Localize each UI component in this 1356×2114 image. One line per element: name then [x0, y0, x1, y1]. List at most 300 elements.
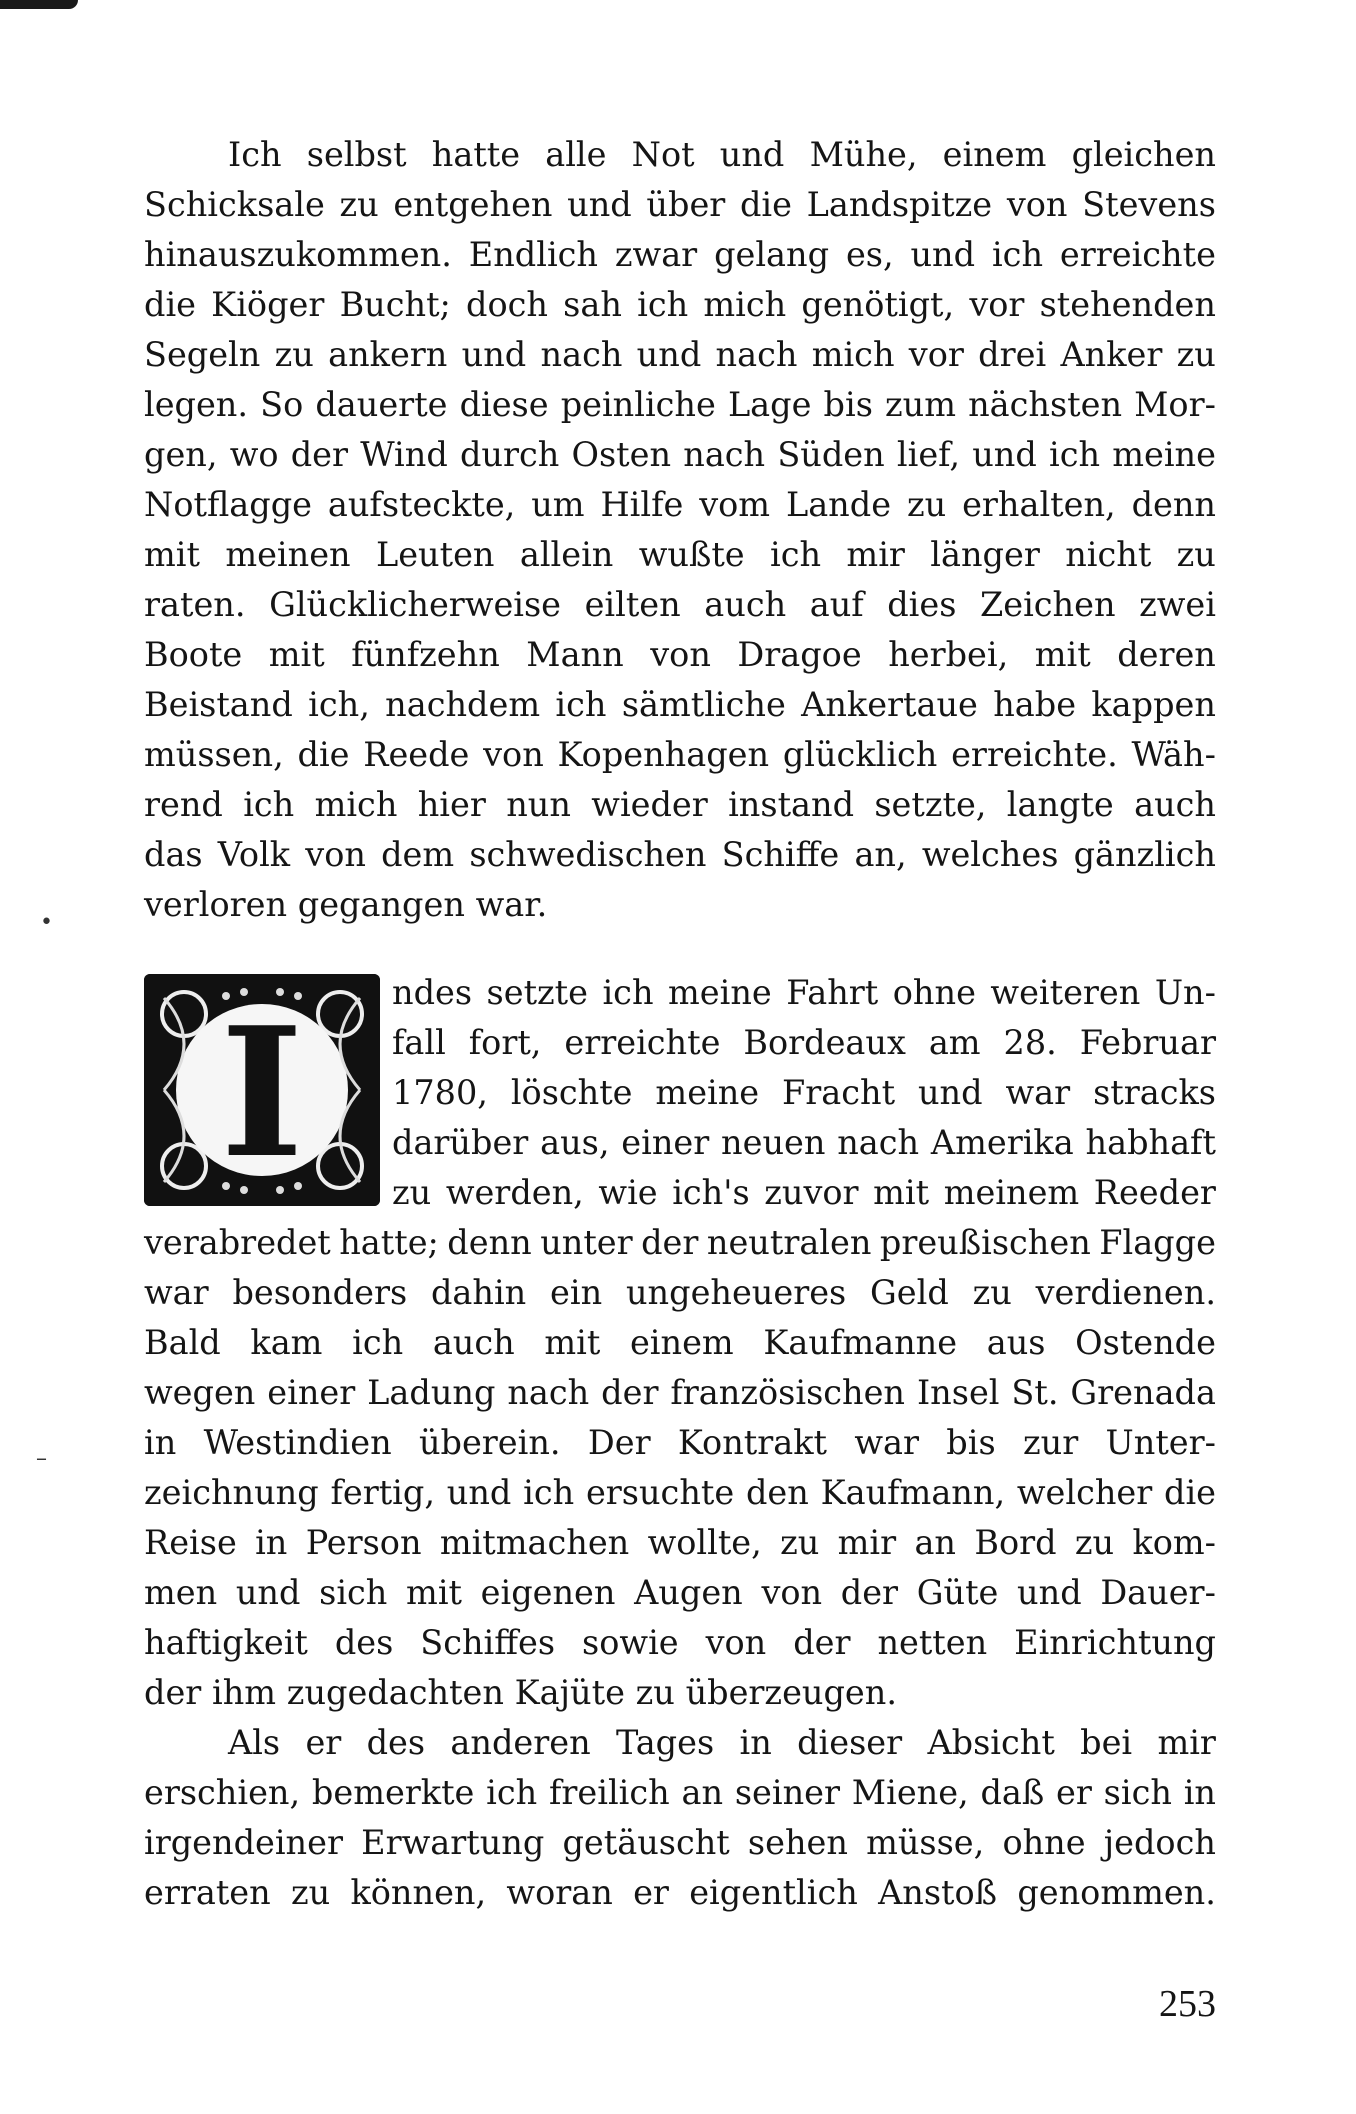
word: von [761, 1573, 823, 1612]
word: an [914, 1523, 957, 1562]
word: durch [459, 435, 560, 474]
word: von [1006, 185, 1068, 224]
word: herbei, [888, 635, 1009, 674]
word: ihm [212, 1673, 277, 1712]
word: Kaufmanne [763, 1323, 958, 1362]
word: wo [229, 435, 279, 474]
word: allein [519, 535, 614, 574]
word: zu [339, 185, 379, 224]
word: Not [631, 135, 695, 174]
word: langte [1006, 785, 1114, 824]
word: mir [846, 535, 905, 574]
word: doch [466, 285, 548, 324]
word: war. [475, 885, 548, 924]
word: und [446, 1473, 512, 1512]
word: fall [392, 1023, 446, 1062]
word: das [144, 835, 203, 874]
word: und [567, 185, 632, 224]
text-line [144, 880, 1216, 930]
word: verdienen. [1035, 1273, 1216, 1312]
word: Glücklicherweise [269, 585, 562, 624]
word: wußte [638, 535, 745, 574]
word: Ankertaue [801, 685, 978, 724]
word: zu [780, 1523, 820, 1562]
word: und [972, 435, 1037, 474]
margin-speck: – [36, 1446, 47, 1471]
word: drei [978, 335, 1047, 374]
word: länger [930, 535, 1040, 574]
word: fünfzehn [351, 635, 500, 674]
word: Bord [974, 1523, 1057, 1562]
word: nicht [1065, 535, 1152, 574]
word: alle [545, 135, 607, 174]
word: in [1183, 1773, 1216, 1812]
word: genötigt, [801, 285, 955, 324]
word: zuvor [764, 1173, 859, 1212]
text-line [392, 968, 1216, 1018]
paragraph-gap [144, 930, 1216, 968]
word: zu [906, 485, 947, 524]
text-line [144, 1818, 1216, 1868]
word: dahin [430, 1273, 527, 1312]
word: Anker [1060, 335, 1163, 374]
text-line [392, 1118, 1216, 1168]
word: mir [1157, 1723, 1216, 1762]
page-body [144, 130, 1216, 1918]
word: überzeugen. [685, 1673, 897, 1712]
word: von [705, 1623, 767, 1662]
word: es, [845, 235, 894, 274]
word: war [854, 1423, 919, 1462]
word: der [290, 435, 349, 474]
word: nach [540, 335, 623, 374]
word: ndes [392, 973, 473, 1012]
word: legen. [144, 385, 249, 424]
word: sehen [747, 1823, 848, 1862]
word: Absicht [927, 1723, 1055, 1762]
word: neutralen [706, 1223, 872, 1262]
word: darüber [392, 1123, 529, 1162]
word: Insel [916, 1373, 1000, 1412]
word: So [260, 385, 304, 424]
word: die [144, 285, 196, 324]
word: nachdem [385, 685, 541, 724]
text-line [144, 1518, 1216, 1568]
word: gleichen [1071, 135, 1216, 174]
word: Un- [1154, 973, 1216, 1012]
word: Lande [785, 485, 892, 524]
word: des [334, 1623, 394, 1662]
word: dem [381, 835, 455, 874]
text-line [144, 730, 1216, 780]
word: 28. [1003, 1023, 1057, 1062]
word: Segeln [144, 335, 261, 374]
word: ohne [1002, 1823, 1086, 1862]
word: haftigkeit [144, 1623, 308, 1662]
word: seiner [734, 1773, 841, 1812]
text-line [144, 1718, 1216, 1768]
word: der [641, 1223, 699, 1262]
word: hatte; [339, 1223, 439, 1262]
word: vor [908, 335, 964, 374]
word: Mann [526, 635, 624, 674]
word: Landspitze [806, 185, 993, 224]
word: freilich [549, 1773, 670, 1812]
word: die [297, 735, 350, 774]
word: Beistand [144, 685, 293, 724]
word: netten [877, 1623, 988, 1662]
word: Augen [634, 1573, 743, 1612]
word: Kajüte [514, 1673, 625, 1712]
word: dieser [797, 1723, 903, 1762]
word: die [739, 185, 792, 224]
word: und [917, 1073, 983, 1112]
word: erschien, [144, 1773, 301, 1812]
word: zu [1176, 535, 1216, 574]
word: Flagge [1099, 1223, 1216, 1262]
word: der [144, 1673, 202, 1712]
drop-cap-ornament [144, 974, 380, 1206]
text-line [392, 1018, 1216, 1068]
word: Tages [615, 1723, 715, 1762]
word: Süden [777, 435, 885, 474]
word: erreichte [1059, 235, 1216, 274]
word: wegen [144, 1373, 256, 1412]
word: daß [980, 1773, 1045, 1812]
word: ungeheueres [625, 1273, 847, 1312]
word: diese [459, 385, 549, 424]
word: und [719, 135, 785, 174]
text-line [144, 1268, 1216, 1318]
text-line [144, 1318, 1216, 1368]
word: Grenada [1070, 1373, 1216, 1412]
word: und [910, 235, 976, 274]
word: St. [1011, 1373, 1059, 1412]
word: mich [703, 285, 787, 324]
word: mit [544, 1323, 601, 1362]
word: ich [352, 1323, 404, 1362]
page-number: 253 [1159, 1983, 1216, 2025]
word: Hilfe [600, 485, 684, 524]
word: den [745, 1473, 809, 1512]
word: auch [432, 1323, 515, 1362]
text-line [144, 180, 1216, 230]
word: auf [809, 585, 864, 624]
word: denn [447, 1223, 532, 1262]
word: nach [837, 1123, 920, 1162]
word: dies [887, 585, 957, 624]
paragraph-1 [144, 130, 1216, 930]
word: bei [1080, 1723, 1133, 1762]
word: Schiffe [721, 835, 840, 874]
word: stehenden [1039, 285, 1216, 324]
word: Endlich [468, 235, 599, 274]
text-line [144, 480, 1216, 530]
word: können, [350, 1873, 487, 1912]
word: und [1017, 1573, 1082, 1612]
word: ich [602, 973, 654, 1012]
text-line [144, 1768, 1216, 1818]
word: Kontrakt [677, 1423, 827, 1462]
drop-cap-letter: I [220, 988, 304, 1197]
word: zu [274, 335, 314, 374]
word: ohne [892, 973, 976, 1012]
word: Ich [228, 135, 282, 174]
word: erhalten, [962, 485, 1116, 524]
word: gen, [144, 435, 218, 474]
word: Reede [363, 735, 470, 774]
word: lief, [896, 435, 960, 474]
word: Bucht; [339, 285, 451, 324]
text-line [144, 530, 1216, 580]
word: mich [811, 335, 895, 374]
text-line [144, 680, 1216, 730]
margin-speck: • [40, 910, 53, 935]
word: der [840, 1573, 899, 1612]
word: mit [873, 1173, 930, 1212]
word: und [636, 335, 702, 374]
paragraph-3 [144, 1718, 1216, 1918]
text-line [144, 830, 1216, 880]
text-line [144, 1868, 1216, 1918]
word: hinauszukommen. [144, 235, 452, 274]
word: irgendeiner [144, 1823, 343, 1862]
word: neuen [721, 1123, 826, 1162]
word: vom [699, 485, 771, 524]
word: er [633, 1873, 669, 1912]
word: einem [629, 1323, 734, 1362]
word: erreichte. [951, 735, 1118, 774]
word: ersuchte [585, 1473, 735, 1512]
word: sah [563, 285, 622, 324]
word: einer [267, 1373, 356, 1412]
word: deren [1117, 635, 1216, 674]
word: an [681, 1773, 724, 1812]
word: in [255, 1523, 288, 1562]
word: sämtliche [621, 685, 786, 724]
text-line [144, 1468, 1216, 1518]
word: verabredet [144, 1223, 331, 1262]
word: ankern [328, 335, 448, 374]
word: verloren [144, 885, 288, 924]
text-line [144, 330, 1216, 380]
word: müsse, [866, 1823, 985, 1862]
word: die [1164, 1473, 1216, 1512]
word: unter [540, 1223, 633, 1262]
text-line [144, 430, 1216, 480]
word: men [144, 1573, 218, 1612]
word: ich, [308, 685, 370, 724]
word: Zeichen [979, 585, 1116, 624]
word: französischen [670, 1373, 906, 1412]
word: zu [972, 1273, 1012, 1312]
word: Bald [144, 1323, 221, 1362]
word: Güte [916, 1573, 999, 1612]
word: fertig, [330, 1473, 435, 1512]
word: Anstoß [878, 1873, 998, 1912]
text-line [392, 1168, 1216, 1218]
text-line [144, 1568, 1216, 1618]
word: kappen [1091, 685, 1216, 724]
word: mich [314, 785, 398, 824]
word: bemerkte [311, 1773, 475, 1812]
word: der [601, 1373, 659, 1412]
word: nach [507, 1373, 590, 1412]
word: 1780, [392, 1073, 488, 1112]
text-line [144, 780, 1216, 830]
word: am [928, 1023, 981, 1062]
text-line [144, 1418, 1216, 1468]
word: habe [993, 685, 1077, 724]
word: Miene, [851, 1773, 969, 1812]
word: zu [1176, 335, 1216, 374]
word: kam [250, 1323, 323, 1362]
word: gelang [714, 235, 830, 274]
word: von [483, 735, 544, 774]
word: auch [1134, 785, 1216, 824]
word: selbst [306, 135, 407, 174]
word: gegangen [297, 885, 465, 924]
text-line [144, 1218, 1216, 1268]
word: Bordeaux [743, 1023, 906, 1062]
word: erraten [144, 1873, 271, 1912]
word: Person [305, 1523, 422, 1562]
word: des [366, 1723, 426, 1762]
word: denn [1131, 485, 1216, 524]
word: Lage [727, 385, 812, 424]
word: meinem [943, 1173, 1080, 1212]
word: Kopenhagen [557, 735, 770, 774]
word: aus, [540, 1123, 610, 1162]
word: Osten [571, 435, 672, 474]
word: zu [290, 1873, 331, 1912]
word: von [305, 835, 366, 874]
word: ich [1048, 435, 1101, 474]
text-line [144, 230, 1216, 280]
word: Einrichtung [1014, 1623, 1216, 1662]
word: Kiöger [211, 285, 325, 324]
word: ich [637, 285, 689, 324]
initial-paragraph [144, 968, 1216, 1218]
word: aus [986, 1323, 1046, 1362]
text-line [144, 1368, 1216, 1418]
word: Dauer- [1100, 1573, 1216, 1612]
word: Fracht [782, 1073, 896, 1112]
word: an, [854, 835, 907, 874]
word: wieder [591, 785, 708, 824]
word: einem [942, 135, 1047, 174]
word: dauerte [315, 385, 448, 424]
text-line [144, 630, 1216, 680]
word: mir [837, 1523, 897, 1562]
word: eilten [584, 585, 681, 624]
word: ich [770, 535, 822, 574]
word: in [739, 1723, 772, 1762]
word: einer [621, 1123, 710, 1162]
word: welcher [1016, 1473, 1153, 1512]
word: kom- [1132, 1523, 1216, 1562]
word: müssen, [144, 735, 284, 774]
word: rend [144, 785, 223, 824]
word: löschte [510, 1073, 633, 1112]
word: Februar [1079, 1023, 1216, 1062]
word: eigenen [480, 1573, 616, 1612]
word: ich [486, 1773, 538, 1812]
word: wollte, [647, 1523, 762, 1562]
word: mit [144, 535, 200, 574]
word: war [144, 1273, 209, 1312]
word: nach [715, 335, 798, 374]
word: meine [1112, 435, 1216, 474]
word: sowie [582, 1623, 679, 1662]
word: bis [946, 1423, 996, 1462]
word: meine [655, 1073, 760, 1112]
text-line [144, 580, 1216, 630]
text-line [144, 130, 1216, 180]
word: ein [550, 1273, 603, 1312]
word: Mühe, [809, 135, 918, 174]
word: anderen [450, 1723, 591, 1762]
word: setzte, [874, 785, 987, 824]
word: ich [523, 1473, 575, 1512]
word: besonders [232, 1273, 408, 1312]
word: jedoch [1103, 1823, 1216, 1862]
word: Ladung [367, 1373, 496, 1412]
word: nächsten [968, 385, 1123, 424]
word: mitmachen [439, 1523, 630, 1562]
word: Volk [217, 835, 291, 874]
word: habhaft [1085, 1123, 1216, 1162]
word: mit [406, 1573, 462, 1612]
word: aufsteckte, [327, 485, 516, 524]
word: hatte [431, 135, 521, 174]
word: Der [587, 1423, 651, 1462]
word: überein. [418, 1423, 561, 1462]
word: eigentlich [689, 1873, 858, 1912]
word: instand [728, 785, 855, 824]
word: zugedachten [286, 1673, 504, 1712]
word: war [1005, 1073, 1071, 1112]
word: zwar [614, 235, 698, 274]
word: ich [243, 785, 295, 824]
word: Kaufmann, [820, 1473, 1006, 1512]
word: er [305, 1723, 342, 1762]
word: um [531, 485, 585, 524]
word: Notflagge [144, 485, 312, 524]
word: Westindien [203, 1423, 392, 1462]
word: meinen [225, 535, 351, 574]
word: Boote [144, 635, 243, 674]
word: mit [268, 635, 325, 674]
word: sich [1103, 1773, 1172, 1812]
word: Fahrt [786, 973, 879, 1012]
word: zeichnung [144, 1473, 319, 1512]
word: stracks [1093, 1073, 1216, 1112]
word: meine [668, 973, 772, 1012]
word: Wind [360, 435, 448, 474]
word: Als [228, 1723, 281, 1762]
word: welches [921, 835, 1059, 874]
word: bis [823, 385, 873, 424]
word: Ostende [1075, 1323, 1216, 1362]
word: wie [598, 1173, 658, 1212]
word: in [144, 1423, 177, 1462]
word: genommen. [1017, 1873, 1216, 1912]
word: er [1056, 1773, 1092, 1812]
word: von [650, 635, 711, 674]
word: erreichte [564, 1023, 721, 1062]
word: zu [635, 1673, 675, 1712]
